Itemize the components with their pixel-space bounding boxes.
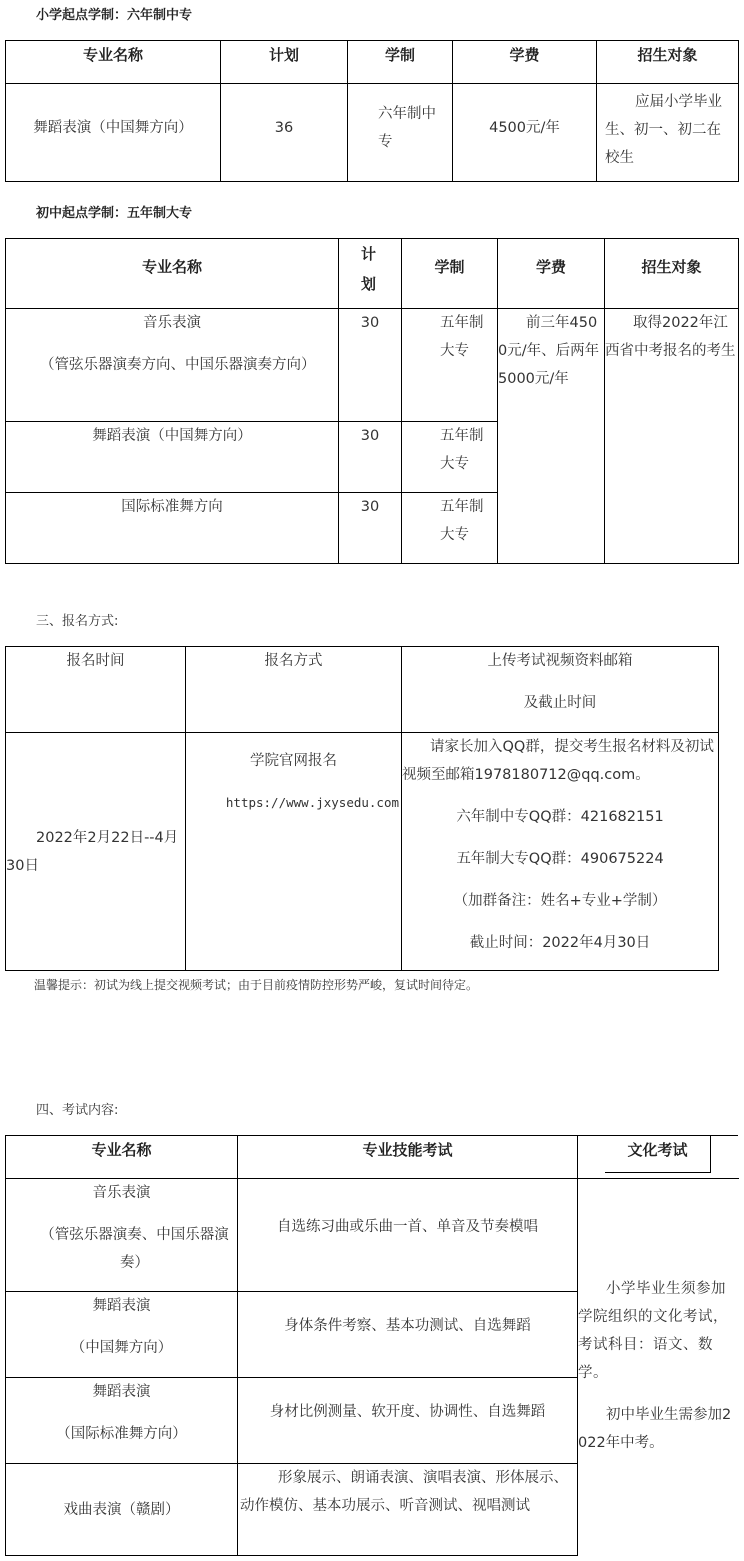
major-sub: （管弦乐器演奏方向、中国乐器演奏方向） — [40, 357, 316, 373]
table-row — [6, 84, 739, 182]
table-header-row — [6, 647, 719, 733]
table-row — [6, 1179, 739, 1292]
deadline: 截止时间：2022年4月30日 — [469, 935, 651, 951]
major-name: 音乐表演 — [92, 1185, 151, 1201]
cell-major: 舞蹈表演（中国舞方向） — [6, 84, 221, 182]
header-plan: 计划 — [339, 239, 402, 309]
cell-method — [186, 733, 402, 971]
qq-group-five-year: 五年制大专QQ群：490675224 — [456, 851, 664, 867]
table-row — [6, 733, 719, 971]
cell-skill: 自选练习曲或乐曲一首、单音及节奏模唱 — [238, 1179, 578, 1292]
qq-group-six-year: 六年制中专QQ群：421682151 — [456, 809, 664, 825]
cell-plan: 36 — [221, 84, 348, 182]
primary-school-table — [5, 40, 739, 182]
cell-skill: 身材比例测量、软开度、协调性、自选舞蹈 — [238, 1378, 578, 1464]
cell-major: 国际标准舞方向 — [6, 493, 339, 564]
header-fee: 学费 — [498, 239, 605, 309]
junior-school-table — [5, 238, 739, 564]
major-name: 音乐表演 — [143, 315, 201, 331]
header-major: 专业名称 — [6, 41, 221, 84]
cell-target: 应届小学毕业生、初一、初二在校生 — [597, 84, 739, 182]
cell-system: 五年制大专 — [402, 309, 498, 422]
culture-primary: 小学毕业生须参加学院组织的文化考试，考试科目：语文、数学。 — [578, 1281, 728, 1381]
cell-time: 2022年2月22日--4月30日 — [6, 733, 186, 971]
table-row — [6, 309, 739, 422]
cell-plan: 30 — [339, 493, 402, 564]
header-time: 报名时间 — [6, 647, 186, 733]
major-sub: （管弦乐器演奏、中国乐器演奏） — [40, 1227, 229, 1271]
cell-major: 舞蹈表演（中国舞方向） — [6, 422, 339, 493]
cell-system: 六年制中专 — [348, 84, 453, 182]
header-email-line2: 及截止时间 — [523, 695, 597, 711]
section-heading-primary: 小学起点学制：六年制中专 — [36, 8, 193, 23]
major-name: 舞蹈表演 — [92, 1298, 151, 1314]
reminder-note: 温馨提示：初试为线上提交视频考试；由于目前疫情防控形势严峻，复试时间待定。 — [34, 978, 479, 992]
header-method: 报名方式 — [186, 647, 402, 733]
cell-major — [6, 309, 339, 422]
header-culture-label: 文化考试 — [605, 1136, 710, 1173]
cell-plan: 30 — [339, 422, 402, 493]
header-culture — [578, 1136, 739, 1179]
cell-email-info — [402, 733, 719, 971]
website-link[interactable]: https://www.jxysedu.com — [225, 795, 399, 810]
culture-junior: 初中毕业生需参加2022年中考。 — [578, 1407, 732, 1451]
cell-skill: 身体条件考察、基本功测试、自选舞蹈 — [238, 1292, 578, 1378]
cell-target: 取得2022年江西省中考报名的考生 — [605, 309, 739, 564]
header-system: 学制 — [348, 41, 453, 84]
header-major: 专业名称 — [6, 239, 339, 309]
major-name: 舞蹈表演 — [92, 1384, 151, 1400]
exam-content-table — [5, 1135, 739, 1556]
header-target: 招生对象 — [597, 41, 739, 84]
cell-culture — [578, 1179, 739, 1556]
cell-major — [6, 1179, 238, 1292]
email-instruction: 请家长加入QQ群，提交考生报名材料及初试视频至邮箱1978180712@qq.com。 — [402, 739, 714, 783]
cell-fee: 4500元/年 — [453, 84, 597, 182]
header-email-line1: 上传考试视频资料邮箱 — [487, 653, 633, 669]
cell-skill: 形象展示、朗诵表演、演唱表演、形体展示、动作模仿、基本功展示、听音测试、视唱测试 — [238, 1464, 578, 1556]
header-fee: 学费 — [453, 41, 597, 84]
registration-table — [5, 646, 719, 971]
header-skill: 专业技能考试 — [238, 1136, 578, 1179]
header-major: 专业名称 — [6, 1136, 238, 1179]
header-plan: 计划 — [221, 41, 348, 84]
header-target: 招生对象 — [605, 239, 739, 309]
header-system: 学制 — [402, 239, 498, 309]
cell-fee: 前三年4500元/年、后两年5000元/年 — [498, 309, 605, 564]
table-header-row — [6, 41, 739, 84]
major-sub: （中国舞方向） — [70, 1340, 173, 1356]
cell-major — [6, 1378, 238, 1464]
section-heading-junior: 初中起点学制：五年制大专 — [36, 206, 193, 221]
section-heading-registration: 三、报名方式: — [36, 614, 119, 629]
section-heading-exam: 四、考试内容: — [36, 1103, 119, 1118]
table-header-row — [6, 1136, 739, 1179]
header-email — [402, 647, 719, 733]
cell-major: 戏曲表演（赣剧） — [6, 1464, 238, 1556]
method-text: 学院官网报名 — [250, 753, 337, 769]
table-header-row — [6, 239, 739, 309]
cell-major — [6, 1292, 238, 1378]
cell-system: 五年制大专 — [402, 422, 498, 493]
cell-plan: 30 — [339, 309, 402, 422]
group-remark: （加群备注：姓名+专业+学制） — [453, 893, 667, 909]
cell-system: 五年制大专 — [402, 493, 498, 564]
major-sub: （国际标准舞方向） — [56, 1426, 187, 1442]
